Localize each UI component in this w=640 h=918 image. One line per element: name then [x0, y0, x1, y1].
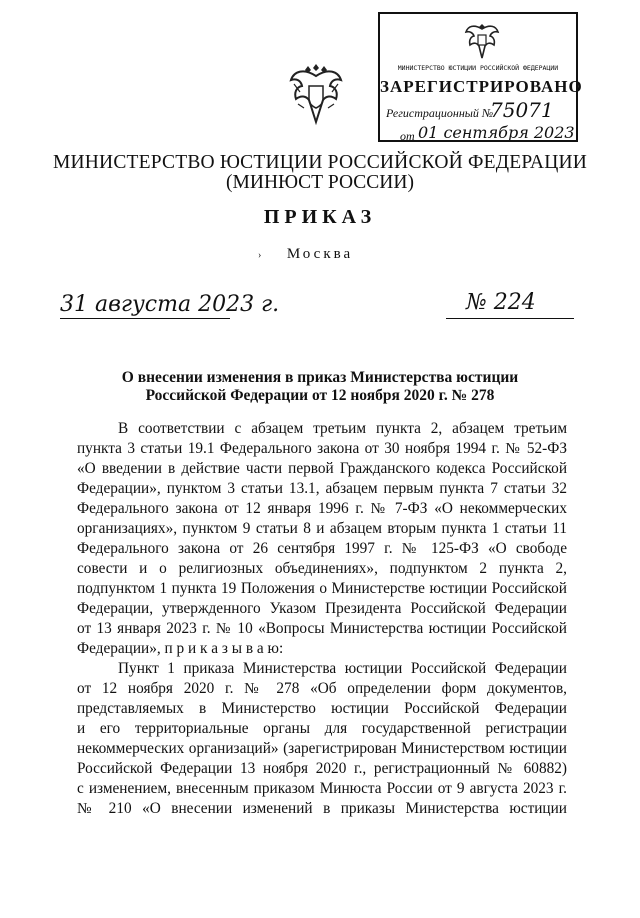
stamp-org: МИНИСТЕРСТВО ЮСТИЦИИ РОССИЙСКОЙ ФЕДЕРАЦИИ [397, 64, 559, 72]
body-line: В соответствии с абзацем третьим пункта 2, абзацем третьим [118, 420, 567, 437]
stamp-status: ЗАРЕГИСТРИРОВАНО [380, 77, 583, 96]
body-line: с изменением, внесенным приказом Минюста России от 9 августа 2023 г. [77, 780, 567, 797]
body-line: Федерации», п р и к а з ы в а ю: [77, 640, 284, 657]
subject-line: О внесении изменения в приказ Министерства юстиции [121, 369, 519, 386]
body-line: Федерации», пунктом 3 статьи 13.1, абзацем первым пункта 7 статьи 32 [77, 480, 567, 497]
body-line: подпунктом 1 пункта 19 Положения о Министерстве юстиции Российской [77, 580, 567, 597]
body-line: некоммерческих организаций» (зарегистрирован Министерством юстиции [77, 740, 567, 757]
body-line: Федерации, утвержденного Указом Президента Российской Федерации [77, 600, 567, 617]
document-type: ПРИКАЗ [263, 206, 377, 228]
document-city: Москва [286, 246, 354, 262]
signature-date: 31 августа 2023 г. [60, 292, 280, 317]
signature-date-underline [60, 318, 230, 319]
body-line: Федерального закона от 26 сентября 1997 г. № 125-ФЗ «О свободе [77, 540, 567, 557]
stamp-number: 75071 [490, 98, 554, 122]
body-line: пункта 3 статьи 19.1 Федерального закона от 30 ноября 1994 г. № 52-ФЗ [77, 440, 567, 457]
body-line: Пункт 1 приказа Министерства юстиции Российской Федерации [118, 660, 567, 677]
decorative-mark: › [258, 250, 262, 261]
body-line: № 210 «О внесении изменений в приказы Министерства юстиции [77, 800, 567, 817]
subject-line: Российской Федерации от 12 ноября 2020 г. № 278 [145, 387, 495, 404]
order-number: № 224 [466, 290, 536, 315]
order-number-underline [446, 318, 574, 319]
stamp-date-label: от [400, 129, 415, 143]
body-line: Российской Федерации 13 ноября 2020 г., регистрационный № 60882) [77, 760, 567, 777]
body-line: совести и о религиозных объединениях», подпунктом 2 пункта 2, [77, 560, 567, 577]
ministry-name: МИНИСТЕРСТВО ЮСТИЦИИ РОССИЙСКОЙ ФЕДЕРАЦИИ [52, 152, 588, 173]
body-line: «О введении в действие части первой Гражданского кодекса Российской [77, 460, 567, 477]
body-line: организациях», пунктом 9 статьи 8 и абзацем вторым пункта 1 статьи 11 [77, 520, 567, 537]
order-subject [0, 369, 640, 405]
ministry-short-name: (МИНЮСТ РОССИИ) [226, 172, 414, 193]
body-line: от 13 января 2023 г. № 10 «Вопросы Министерства юстиции Российской [77, 620, 567, 637]
stamp-date: 01 сентября 2023 [418, 123, 575, 142]
body-line: Федерального закона от 12 января 1996 г. № 7-ФЗ «О некоммерческих [77, 500, 567, 517]
stamp-number-label: Регистрационный № [386, 106, 494, 120]
body-line: от 12 ноября 2020 г. № 278 «Об определении форм документов, [77, 680, 567, 697]
registration-stamp [378, 12, 583, 143]
coat-of-arms-icon [288, 62, 344, 130]
body-line: и его территориальные органы для государственной регистрации [77, 720, 567, 737]
coat-of-arms-icon [464, 18, 500, 62]
body-line: представляемых в Министерство юстиции Российской Федерации [77, 700, 567, 717]
